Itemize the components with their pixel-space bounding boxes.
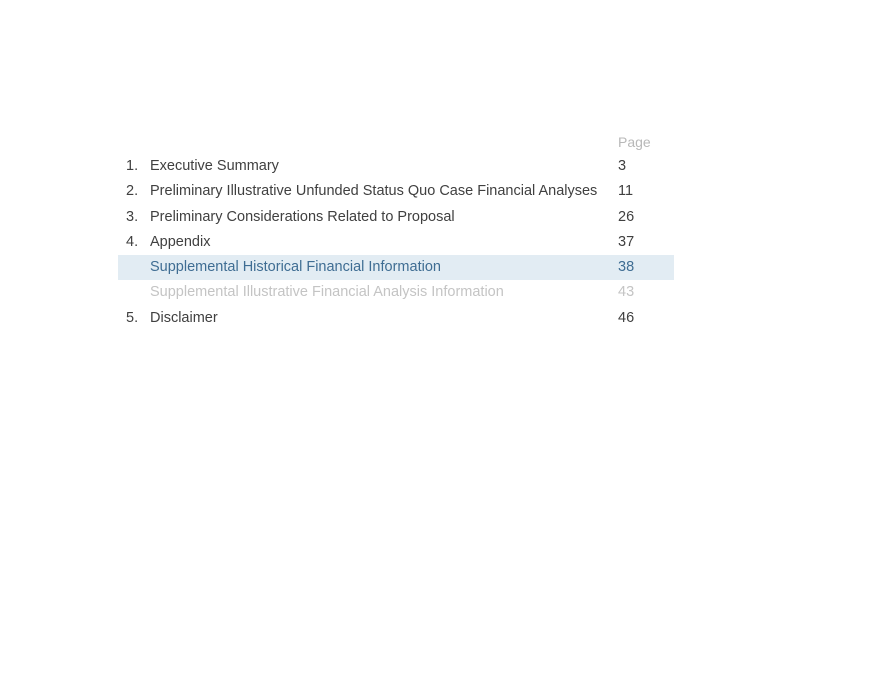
toc-item-number: 5. [126, 309, 139, 326]
toc-item-page: 38 [618, 259, 635, 276]
toc-item-number: 3. [126, 208, 139, 225]
toc-item-title: Preliminary Illustrative Unfunded Status Quo Case Financial Analyses [150, 183, 598, 200]
toc-item-disclaimer[interactable] [118, 306, 674, 331]
toc-header [118, 130, 674, 154]
toc-item-page: 43 [618, 284, 635, 301]
toc-item-appendix[interactable] [118, 230, 674, 255]
toc-item-title: Executive Summary [150, 158, 279, 174]
toc-item-title: Supplemental Illustrative Financial Analysis Information [150, 284, 504, 301]
page-column-heading: Page [618, 134, 651, 150]
toc-item-considerations-proposal[interactable] [118, 205, 674, 230]
toc-item-title: Preliminary Considerations Related to Proposal [150, 208, 455, 225]
toc-subitem-financial-analysis-info[interactable] [118, 280, 674, 305]
toc-item-page: 37 [618, 233, 635, 250]
toc-item-title: Disclaimer [150, 309, 218, 326]
toc-item-number: 2. [126, 183, 139, 200]
toc-item-page: 26 [618, 208, 635, 225]
toc-item-page: 46 [618, 309, 635, 326]
toc-item-page: 11 [618, 183, 634, 200]
toc-subitem-historical-financial-info[interactable] [118, 255, 674, 280]
table-of-contents [118, 130, 674, 331]
toc-item-number: 1. [126, 158, 139, 174]
toc-item-page: 3 [618, 158, 627, 174]
toc-item-executive-summary[interactable] [118, 154, 674, 179]
toc-item-status-quo-analyses[interactable] [118, 179, 674, 204]
toc-item-title: Supplemental Historical Financial Information [150, 259, 441, 276]
toc-item-title: Appendix [150, 233, 211, 250]
toc-item-number: 4. [126, 233, 139, 250]
